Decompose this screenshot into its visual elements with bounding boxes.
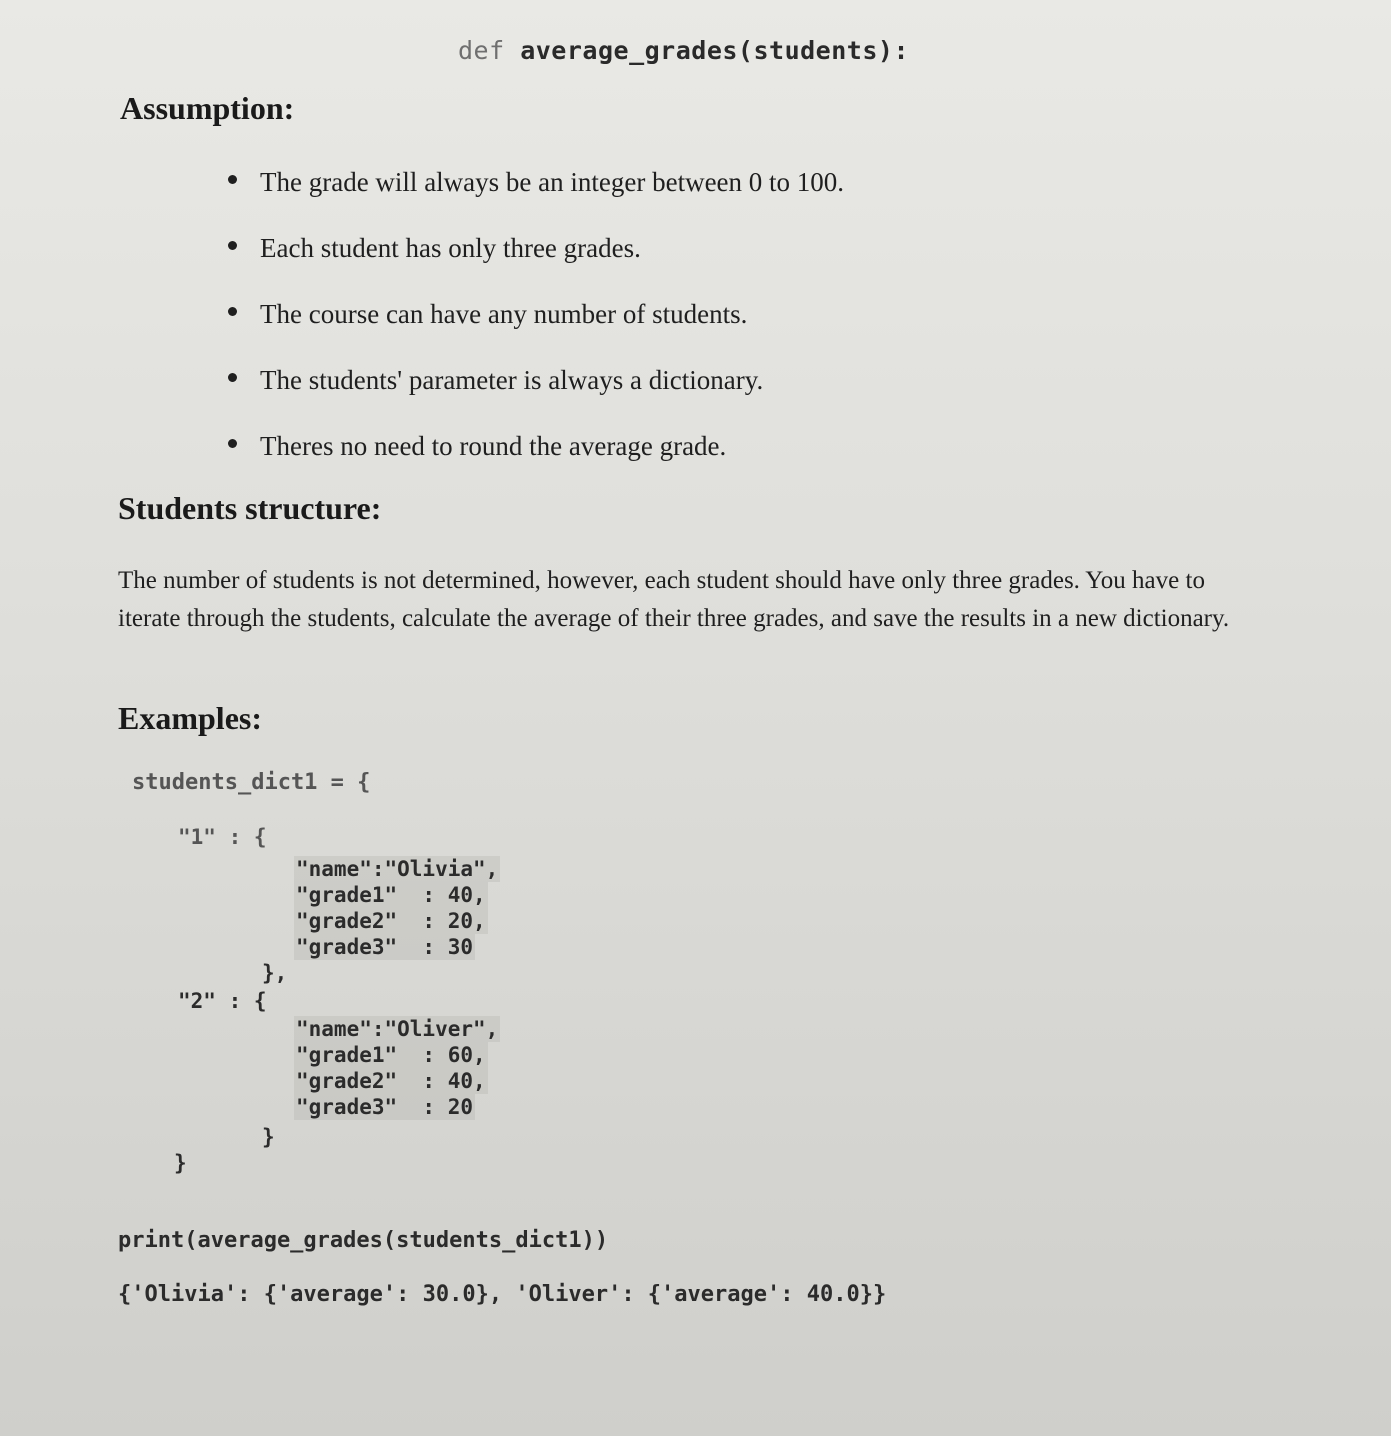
assumption-item-text: The students' parameter is always a dictionary.: [260, 365, 764, 395]
code-student2-grade1: "grade1" : 60,: [296, 1043, 486, 1067]
code-student2-name: "name":"Oliver",: [296, 1017, 499, 1041]
assumption-item-text: The grade will always be an integer between 0 to 100.: [260, 167, 845, 197]
examples-heading: Examples:: [118, 700, 262, 736]
assumption-item: [226, 228, 844, 294]
function-signature-text: average_grades(students):: [504, 36, 909, 65]
assumption-item: [226, 426, 844, 492]
students-structure-heading: Students structure:: [118, 490, 382, 526]
bullet-icon: [228, 241, 237, 250]
function-signature: [458, 36, 909, 65]
code-student1-name: "name":"Olivia",: [296, 857, 499, 881]
bullet-icon: [228, 307, 237, 316]
code-student1-grade1: "grade1" : 40,: [296, 883, 486, 907]
bullet-icon: [228, 175, 237, 184]
code-student2-close: }: [262, 1125, 275, 1149]
assumption-item-text: The course can have any number of students.: [260, 299, 748, 329]
def-keyword: def: [458, 36, 505, 65]
bullet-icon: [228, 439, 237, 448]
assumption-item-text: Each student has only three grades.: [260, 233, 641, 263]
code-student2-grade2: "grade2" : 40,: [296, 1069, 486, 1093]
code-student2-grade3: "grade3" : 20: [296, 1095, 474, 1119]
code-student1-grade3: "grade3" : 30: [296, 935, 474, 959]
code-student1-close: },: [262, 961, 288, 985]
assumption-item: [226, 360, 844, 426]
code-student1-key: "1" : {: [178, 825, 267, 849]
code-student1-grade2: "grade2" : 20,: [296, 909, 486, 933]
assumption-item: [226, 162, 844, 228]
code-student2-key: "2" : {: [178, 989, 267, 1013]
assumption-list: [226, 162, 844, 492]
assumption-heading: Assumption:: [120, 90, 295, 126]
code-output-line: {'Olivia': {'average': 30.0}, 'Oliver': {'average': 40.0}}: [118, 1282, 887, 1307]
code-print-line: print(average_grades(students_dict1)): [118, 1228, 609, 1253]
code-dict-close: }: [174, 1151, 187, 1175]
structure-paragraph: The number of students is not determined, however, each student should have only three grades. You have to iterate through the students, calculate the average of their three grades, and save the results in a new dictionary.: [118, 567, 1230, 632]
code-dict-open: students_dict1 = {: [132, 770, 371, 795]
assumption-item: [226, 294, 844, 360]
bullet-icon: [228, 373, 237, 382]
assumption-item-text: Theres no need to round the average grade.: [260, 431, 727, 461]
